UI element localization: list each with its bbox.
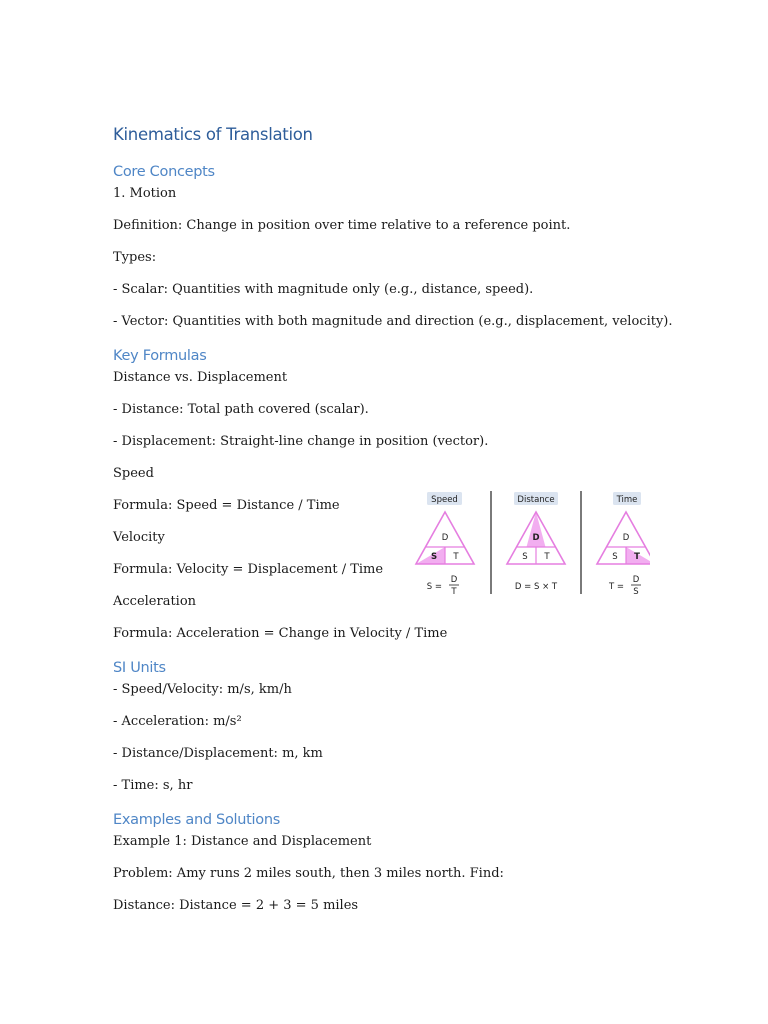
distance-panel (507, 492, 565, 592)
heading-key-formulas: Key Formulas (113, 348, 207, 364)
paragraph: - Distance: Total path covered (scalar). (113, 402, 369, 417)
formula-text: D = S × T (514, 582, 558, 592)
triangle-right-letter: T (453, 552, 459, 562)
heading-si-units: SI Units (113, 660, 166, 676)
panel-label: Time (616, 495, 638, 505)
panel-label: Speed (431, 495, 458, 505)
triangle-top-letter: D (441, 533, 449, 543)
paragraph: - Time: s, hr (113, 778, 193, 793)
fraction-numerator: D (632, 575, 640, 585)
panel-label: Distance (517, 495, 555, 505)
triangle-left-letter: S (430, 552, 438, 562)
paragraph: Types: (113, 250, 157, 265)
paragraph: - Displacement: Straight-line change in position (vector). (113, 434, 489, 449)
triangle-right-letter: T (634, 552, 640, 562)
paragraph: - Acceleration: m/s² (113, 714, 242, 729)
formula-text: T = (608, 582, 624, 592)
paragraph: - Vector: Quantities with both magnitude and direction (e.g., displacement, velocity). (113, 314, 673, 329)
paragraph: Definition: Change in position over time relative to a reference point. (113, 218, 571, 233)
speed-panel (416, 492, 474, 597)
paragraph: Acceleration (113, 594, 197, 609)
triangle-right-letter: T (544, 552, 550, 562)
triangle-top-letter: D (622, 533, 630, 543)
fraction-numerator: D (450, 575, 458, 585)
paragraph: - Distance/Displacement: m, km (113, 746, 323, 761)
formula-text: S = (426, 582, 442, 592)
paragraph: Formula: Speed = Distance / Time (113, 498, 340, 513)
formula-triangles-figure (410, 488, 650, 598)
triangle-top-letter: D (532, 533, 540, 543)
triangle-left-letter: S (522, 552, 528, 562)
paragraph: 1. Motion (113, 186, 177, 201)
paragraph: Distance vs. Displacement (113, 370, 288, 385)
paragraph: Distance: Distance = 2 + 3 = 5 miles (113, 898, 359, 913)
paragraph: Problem: Amy runs 2 miles south, then 3 miles north. Find: (113, 866, 504, 881)
paragraph: Velocity (113, 530, 165, 545)
document-title: Kinematics of Translation (113, 125, 313, 144)
paragraph: Example 1: Distance and Displacement (113, 834, 372, 849)
time-panel (597, 492, 650, 597)
paragraph: Formula: Velocity = Displacement / Time (113, 562, 384, 577)
paragraph: Speed (113, 466, 154, 481)
heading-examples: Examples and Solutions (113, 812, 280, 828)
triangle-left-letter: S (612, 552, 618, 562)
paragraph: - Scalar: Quantities with magnitude only (e.g., distance, speed). (113, 282, 534, 297)
heading-core-concepts: Core Concepts (113, 164, 215, 180)
paragraph: Formula: Acceleration = Change in Velocity / Time (113, 626, 448, 641)
paragraph: - Speed/Velocity: m/s, km/h (113, 682, 292, 697)
fraction-denominator: S (633, 587, 639, 597)
fraction-denominator: T (451, 587, 457, 597)
